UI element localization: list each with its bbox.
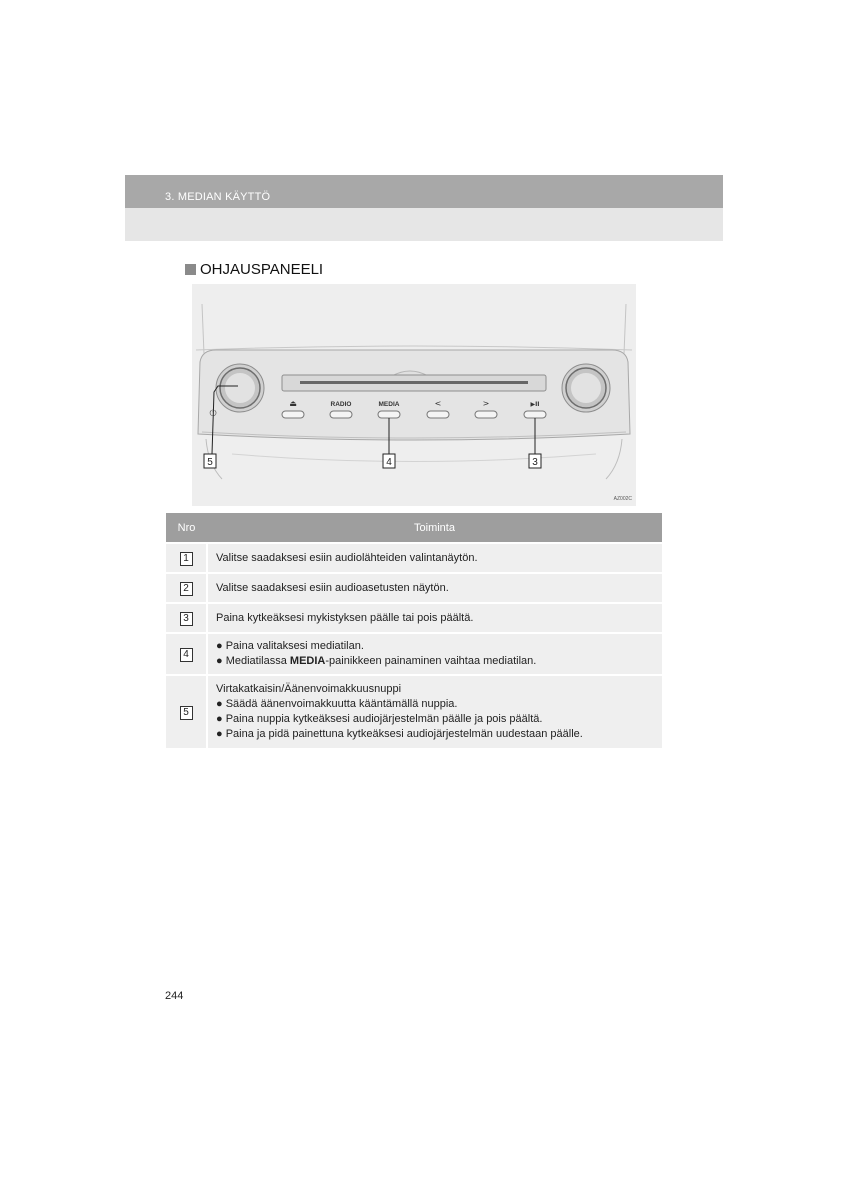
figure-code: AZ002C [613, 496, 632, 502]
row-number-cell [166, 633, 207, 675]
table-row [166, 633, 662, 675]
bullet-line: ● Paina valitaksesi mediatilan. [216, 640, 364, 652]
bullet-text: ● Mediatilassa [216, 655, 290, 667]
previous-icon: < [434, 399, 442, 408]
bullet-line [216, 654, 654, 669]
bullet-line: ● Paina ja pidä painettuna kytkeäksesi audiojärjestelmän uudestaan päälle. [216, 728, 583, 740]
number-box: 4 [180, 648, 193, 662]
table-row [166, 603, 662, 633]
section-title-text: OHJAUSPANEELI [200, 261, 324, 278]
table-row [166, 573, 662, 603]
column-header-toiminta: Toiminta [207, 513, 662, 543]
number-box: 2 [180, 582, 193, 596]
table-header-row [166, 513, 662, 543]
media-button-name: MEDIA [289, 655, 326, 667]
callout-4: 4 [386, 457, 392, 468]
row-description [207, 675, 662, 748]
row-number-cell [166, 603, 207, 633]
control-panel-illustration [192, 284, 636, 506]
power-icon: ⏻ [209, 409, 217, 419]
eject-icon: ⏏ [289, 399, 297, 408]
bullet-line: ● Säädä äänenvoimakkuutta kääntämällä nuppia. [216, 698, 458, 710]
row-description: Paina kytkeäksesi mykistyksen päälle tai pois päältä. [207, 603, 662, 633]
next-icon: > [482, 399, 490, 408]
callout-3: 3 [532, 457, 538, 468]
column-header-nro: Nro [166, 513, 207, 543]
bullet-text: -painikkeen painaminen vaihtaa mediatilan. [325, 655, 537, 667]
row-description [207, 633, 662, 675]
section-header-band [125, 208, 723, 241]
section-title [185, 261, 323, 278]
table-row [166, 543, 662, 573]
section-header-bar [125, 175, 723, 208]
row-title: Virtakatkaisin/Äänenvoimakkuusnuppi [216, 683, 402, 695]
radio-button-label: RADIO [330, 401, 352, 408]
number-box: 1 [180, 552, 193, 566]
table-row [166, 675, 662, 748]
number-box: 3 [180, 612, 193, 626]
media-button-label: MEDIA [378, 401, 400, 408]
row-number-cell [166, 573, 207, 603]
play-pause-icon: ▶II [530, 401, 540, 408]
row-description: Valitse saadaksesi esiin audiolähteiden valintanäytön. [207, 543, 662, 573]
operations-table [166, 513, 662, 748]
bullet-line: ● Paina nuppia kytkeäksesi audiojärjestelmän päälle ja pois päältä. [216, 713, 543, 725]
row-number-cell [166, 675, 207, 748]
callout-5: 5 [207, 457, 213, 468]
page-number: 244 [165, 990, 184, 1002]
square-bullet-icon [185, 264, 196, 275]
section-header-title: 3. MEDIAN KÄYTTÖ [165, 191, 271, 203]
row-description: Valitse saadaksesi esiin audioasetusten näytön. [207, 573, 662, 603]
row-number-cell [166, 543, 207, 573]
number-box: 5 [180, 706, 193, 720]
